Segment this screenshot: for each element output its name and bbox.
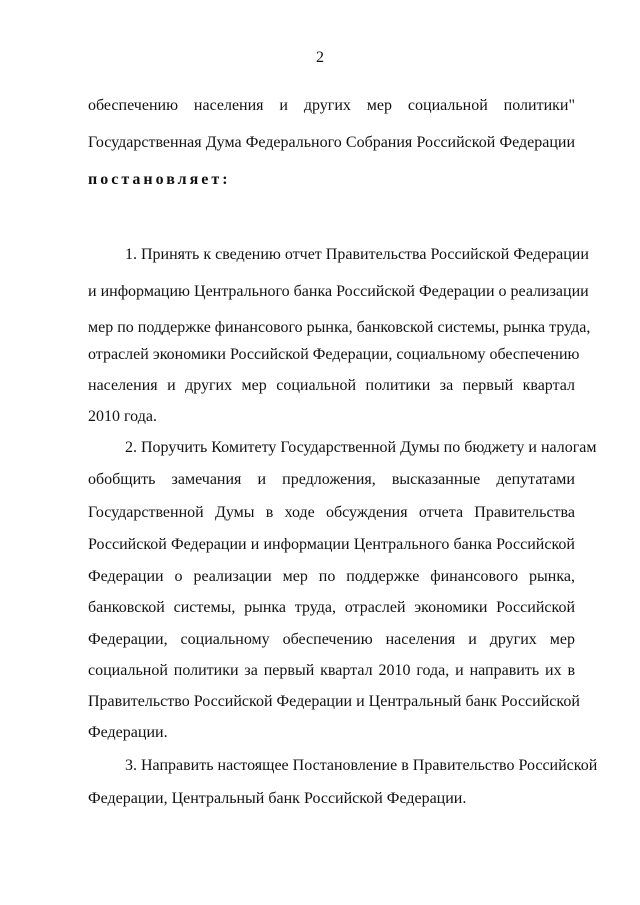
paragraph-line: и информацию Центрального банка Российской Федерации о реализации (88, 283, 589, 300)
paragraph-line: мер по поддержке финансового рынка, банковской системы, рынка труда, (88, 319, 591, 336)
paragraph-line: 1. Принять к сведению отчет Правительства Российской Федерации (125, 246, 589, 263)
page-number: 2 (316, 49, 324, 66)
paragraph-line: Государственной Думы в ходе обсуждения отчета Правительства (88, 504, 575, 521)
paragraph-line: отраслей экономики Российской Федерации, социальному обеспечению (88, 346, 580, 363)
paragraph-line: Федерации, социальному обеспечению населения и других мер (88, 631, 575, 648)
intro-line: Государственная Дума Федерального Собрания Российской Федерации (88, 134, 575, 151)
paragraph-line: Федерации. (88, 724, 168, 741)
paragraph-line: Федерации о реализации мер по поддержке финансового рынка, (88, 568, 575, 585)
paragraph-line: населения и других мер социальной политики за первый квартал (88, 377, 575, 394)
intro-line: обеспечению населения и других мер социальной политики" (88, 97, 575, 114)
paragraph-line: социальной политики за первый квартал 2010 года, и направить их в (88, 662, 575, 679)
paragraph-line: банковской системы, рынка труда, отраслей экономики Российской (88, 599, 575, 616)
paragraph-line: 2. Поручить Комитету Государственной Думы по бюджету и налогам (125, 439, 597, 456)
resolves-heading: постановляет: (88, 171, 231, 188)
paragraph-line: Российской Федерации и информации Центрального банка Российской (88, 536, 575, 553)
paragraph-line: обобщить замечания и предложения, высказанные депутатами (88, 471, 575, 488)
paragraph-line: 2010 года. (88, 408, 157, 425)
paragraph-line: Правительство Российской Федерации и Центральный банк Российской (88, 693, 580, 710)
paragraph-line: 3. Направить настоящее Постановление в Правительство Российской (125, 757, 598, 774)
paragraph-line: Федерации, Центральный банк Российской Федерации. (88, 790, 467, 807)
